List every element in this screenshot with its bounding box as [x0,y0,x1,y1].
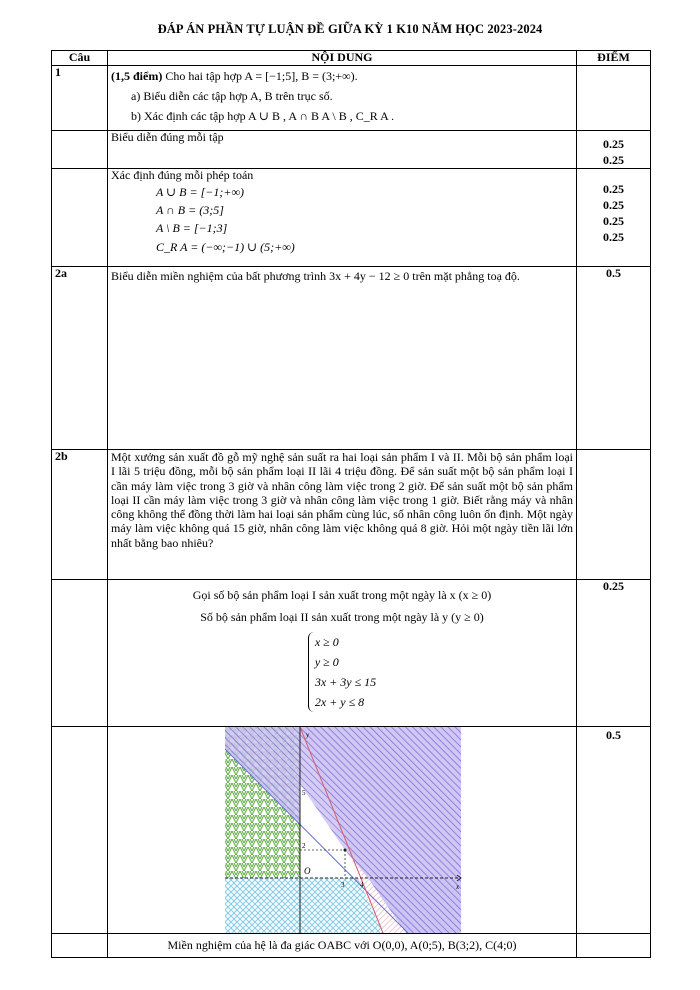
inequality: 3x + 3y ≤ 15 [314,675,377,689]
inequality: 2x + y ≤ 8 [314,695,365,709]
table-row [52,131,651,169]
variable-y: Số bộ sản phẩm loại II sản xuất trong một ngày là y (y ≥ 0) [200,610,484,624]
sub-question-a: a) Biểu diễn các tập hợp A, B trên trục số. [131,89,333,103]
table-row [52,267,651,450]
score: 0.25 [603,198,624,212]
x-axis-label: x [456,883,460,891]
points-cell [577,131,651,169]
tick-label: 5 [302,789,306,797]
y-axis-label: y [306,731,310,739]
header-content: NỘI DUNG [108,51,577,66]
answer-text: Biểu diễn đúng mỗi tập [108,131,577,169]
table-row [52,727,651,934]
inequality: x ≥ 0 [314,635,339,649]
score: 0.25 [603,182,624,196]
table-row [52,450,651,580]
equation: A ∩ B = (3;5] [156,202,224,217]
score: 0.25 [603,153,624,167]
page-title: ĐÁP ÁN PHẦN TỰ LUẬN ĐỀ GIỮA KỲ 1 K10 NĂM HỌC 2023-2024 [157,22,543,36]
table-row [52,169,651,267]
tick-label: 2 [302,842,306,850]
origin-label: O [304,866,311,876]
points-label: (1,5 điểm) [111,69,163,83]
table-row [52,934,651,958]
points-cell: 0.25 [577,580,651,727]
score: 0.25 [603,230,624,244]
equation: A \ B = [−1;3] [156,220,228,235]
question-prompt: Một xưởng sản xuất đồ gỗ mỹ nghệ sản suất ra hai loại sản phẩm I và II. Mỗi bộ sản phẩm loại I lãi 5 triệu đồng, mỗi bộ sản phẩm loại II lãi 4 triệu đồng. Để sản suất một bộ sản phẩm loại I cần máy làm việc trong 3 giờ và nhân công làm việc trong 2 giờ. Để sản suất một bộ sản phẩm loại II cần máy làm việc trong 3 giờ và nhân công làm việc trong 1 giờ. Biết rằng máy và nhân công không thể đồng thời làm hai loại sản phẩm cùng lúc, số nhân công luôn ổn định. Một ngày máy làm việc không quá 15 giờ, nhân công làm việc không quá 8 giờ. Hỏi một ngày tiền lãi lớn nhất bằng bao nhiêu? [108,450,577,580]
vertex-point [344,849,347,852]
tick-label: 3 [341,881,345,889]
score: 0.25 [603,214,624,228]
equation: C_R A = (−∞;−1) ∪ (5;+∞) [156,239,295,254]
answer-intro: Xác định đúng mỗi phép toán [111,168,254,182]
question-number: 2a [52,267,108,450]
header-points: ĐIỂM [577,51,651,66]
answer-setup [108,580,577,727]
feasible-region-graph [108,727,577,933]
sub-question-b: b) Xác định các tập hợp A ∪ B , A ∩ B A \ B , C_R A . [131,109,395,123]
header-row [52,51,651,66]
answer-table [51,50,651,958]
question-prompt: Biểu diễn miền nghiệm của bất phương trình 3x + 4y − 12 ≥ 0 trên mặt phẳng toạ độ. [108,267,577,450]
conclusion-text: Miền nghiệm của hệ là đa giác OABC với O(0,0), A(0;5), B(3;2), C(4;0) [108,934,577,958]
table-row [52,580,651,727]
equation: A ∪ B = [−1;+∞) [156,184,245,199]
question-number: 1 [52,66,108,131]
points-cell: 0.5 [577,727,651,934]
table-row [52,66,651,131]
inequality-system [308,632,376,712]
inequality: y ≥ 0 [314,655,339,669]
graph-cell [108,727,577,934]
header-question: Câu [52,51,108,66]
points-cell [577,169,651,267]
question-number: 2b [52,450,108,580]
question-prompt [108,66,577,131]
answer-text [108,169,577,267]
points-cell: 0.5 [577,267,651,450]
prompt-text: Cho hai tập hợp A = [−1;5], B = (3;+∞). [165,69,358,83]
score: 0.25 [603,137,624,151]
variable-x: Gọi số bộ sản phẩm loại I sản xuất trong một ngày là x (x ≥ 0) [192,588,492,602]
tick-label: 4 [360,881,364,889]
